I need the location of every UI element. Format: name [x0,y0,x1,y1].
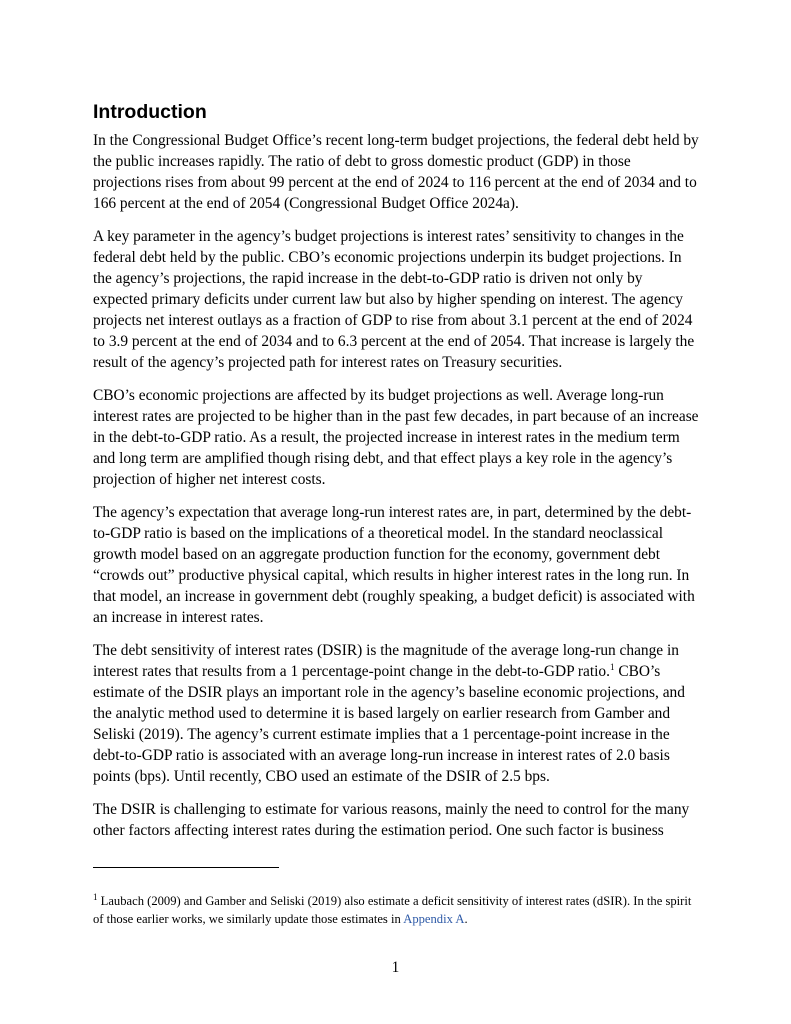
appendix-a-link[interactable]: Appendix A [403,912,465,926]
footnote-text: Laubach (2009) and Gamber and Seliski (2019) also estimate a deficit sensitivity of interest rates (dSIR). In the spirit of those earlier works, we similarly update those estimates in [93,894,692,926]
section-heading: Introduction [93,101,207,123]
paragraph-5-text-start: The debt sensitivity of interest rates (DSIR) is the magnitude of the average long-run change in interest rates that results from a 1 percentage-point change in the debt-to-GDP ratio. [93,642,679,680]
footnote-reference[interactable]: 1 [609,661,615,672]
body-text [93,130,701,853]
paragraph-3: CBO’s economic projections are affected by its budget projections as well. Average long-run interest rates are projected to be higher than in the past few decades, in part because of an increase in the debt-to-GDP ratio. As a result, the projected increase in interest rates in the medium term and long term are amplified though rising debt, and that effect plays a key role in the agency’s projection of higher net interest costs. [93,387,699,488]
paragraph-5-text-end: CBO’s estimate of the DSIR plays an important role in the agency’s baseline economic projections, and the analytic method used to determine it is based largely on earlier research from Gamber and Seliski (2019). The agency’s current estimate implies that a 1 percentage-point increase in the debt-to-GDP ratio is associated with an average long-run increase in interest rates of 2.0 basis points (bps). Until recently, CBO used an estimate of the DSIR of 2.5 bps. [93,663,685,785]
footnote [93,892,701,928]
paragraph-4: The agency’s expectation that average long-run interest rates are, in part, determined by the debt-to-GDP ratio is based on the implications of a theoretical model. In the standard neoclassical growth model based on an aggregate production function for the economy, government debt “crowds out” productive physical capital, which results in higher interest rates in the long run. In that model, an increase in government debt (roughly speaking, a budget deficit) is associated with an increase in interest rates. [93,504,695,626]
page-number: 1 [391,959,400,976]
footnote-divider [93,867,279,868]
footnote-end: . [464,912,468,926]
paragraph-6: The DSIR is challenging to estimate for various reasons, mainly the need to control for the many other factors affecting interest rates during the estimation period. One such factor is business [93,801,690,839]
footnote-marker: 1 [93,891,98,902]
paragraph-2: A key parameter in the agency’s budget projections is interest rates’ sensitivity to changes in the federal debt held by the public. CBO’s economic projections underpin its budget projections. In the agency’s projections, the rapid increase in the debt-to-GDP ratio is driven not only by expected primary deficits under current law but also by higher spending on interest. The agency projects net interest outlays as a fraction of GDP to rise from about 3.1 percent at the end of 2024 to 3.9 percent at the end of 2034 and to 6.3 percent at the end of 2054. That increase is largely the result of the agency’s projected path for interest rates on Treasury securities. [93,228,695,371]
paragraph-1: In the Congressional Budget Office’s recent long-term budget projections, the federal debt held by the public increases rapidly. The ratio of debt to gross domestic product (GDP) in those projections rises from about 99 percent at the end of 2024 to 116 percent at the end of 2034 and to 166 percent at the end of 2054 (Congressional Budget Office 2024a). [93,132,699,212]
paragraph-5 [93,640,701,787]
